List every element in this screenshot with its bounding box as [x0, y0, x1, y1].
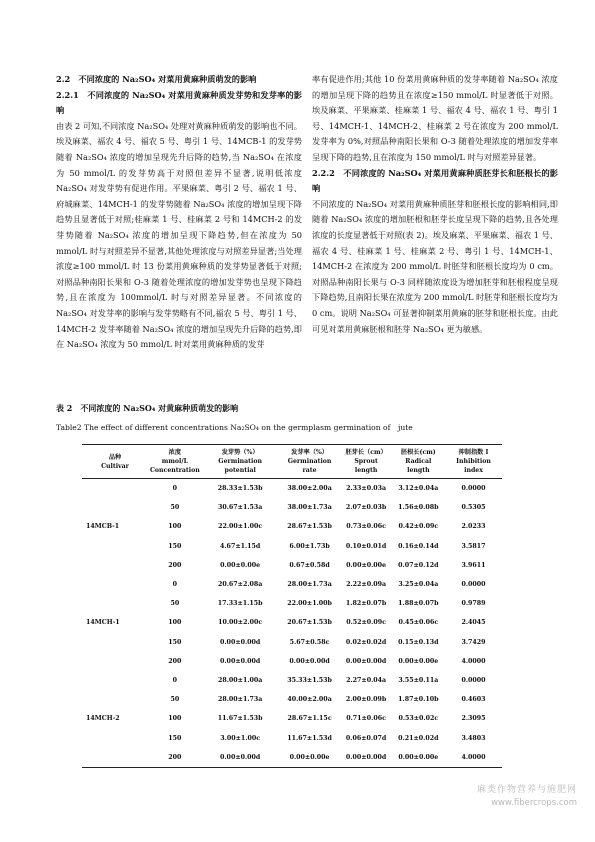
rate-cell: 38.00±1.73a [287, 504, 332, 512]
potential-cell: 0.00±0.00d [219, 753, 261, 761]
cultivar-cell: 14MCH-2 [86, 715, 120, 723]
sprout-cell: 0.52±0.09c [346, 619, 386, 627]
concentration-cell: 50 [170, 600, 180, 608]
radical-cell: 0.21±0.02d [398, 734, 439, 742]
table-row [82, 690, 502, 709]
header-cultivar: 品种 Cultivar [101, 453, 129, 470]
radical-cell: 0.00±0.00e [398, 753, 439, 761]
concentration-cell: 50 [170, 696, 180, 704]
cultivar-cell [82, 594, 148, 613]
potential-cell: 0.00±0.00e [220, 561, 261, 569]
concentration-cell: 0 [172, 676, 178, 684]
rate-cell: 28.00±1.73a [287, 581, 332, 589]
potential-cell: 0.00±0.00d [219, 638, 261, 646]
sprout-cell: 0.06±0.07d [345, 734, 387, 742]
table-header-row [82, 445, 502, 479]
section-heading: 2.2 不同浓度的 Na₂SO₄ 对菜用黄麻种质萌发的影响 [56, 74, 257, 84]
header-concentration: 浓度 mmol/L Concentration [150, 449, 200, 474]
table-section [56, 402, 559, 768]
subsection-heading: 2.2.2 不同浓度的 Na₂SO₄ 对菜用黄麻种质胚芽长和胚根长的影响 [312, 167, 558, 194]
cultivar-cell: 14MCB-1 [86, 523, 120, 531]
cultivar-cell [82, 556, 148, 575]
header-potential: 发芽势（%） Germination potential [218, 449, 263, 474]
sprout-cell: 0.00±0.00d [345, 657, 387, 665]
rate-cell: 0.67±0.58d [289, 561, 330, 569]
left-column [56, 72, 302, 353]
inhibition-cell: 4.0000 [461, 657, 486, 665]
rate-cell: 22.00±1.00b [287, 600, 332, 608]
cultivar-cell [82, 537, 148, 556]
watermark-title: 麻类作物营养与施肥网 [476, 785, 577, 795]
concentration-cell: 200 [168, 753, 182, 761]
concentration-cell: 150 [168, 638, 182, 646]
inhibition-cell: 3.9611 [461, 561, 486, 569]
potential-cell: 11.67±1.53b [217, 715, 263, 723]
concentration-cell: 100 [168, 619, 182, 627]
inhibition-cell: 0.0000 [461, 485, 486, 493]
table-row [82, 498, 502, 517]
potential-cell: 28.33±1.53b [217, 485, 263, 493]
inhibition-cell: 2.0233 [461, 523, 486, 531]
radical-cell: 0.53±0.02c [398, 715, 439, 723]
sprout-cell: 0.00±0.00e [346, 561, 387, 569]
rate-cell: 38.00±2.00a [287, 485, 332, 493]
sprout-cell: 2.00±0.09b [345, 696, 387, 704]
table-row [82, 613, 502, 632]
table-caption-en: Table2 The effect of different concentrations Na₂SO₄ on the germplasm germination of jute [56, 423, 413, 432]
cultivar-cell [82, 690, 148, 709]
radical-cell: 1.56±0.08b [398, 504, 439, 512]
header-rate: 发芽率（%） Germination rate [287, 449, 332, 474]
rate-cell: 11.67±1.53d [287, 734, 332, 742]
inhibition-cell: 3.7429 [461, 638, 486, 646]
radical-cell: 1.88±0.07b [398, 600, 439, 608]
header-radical: 胚根长(cm) Radical length [400, 449, 436, 474]
sprout-cell: 2.27±0.04a [346, 676, 387, 684]
rate-cell: 40.00±2.00a [287, 696, 332, 704]
inhibition-cell: 0.5305 [461, 504, 486, 512]
rate-cell: 35.33±1.53b [287, 676, 332, 684]
rate-cell: 5.67±0.58c [289, 638, 330, 646]
cultivar-cell [82, 498, 148, 517]
subsection-heading: 2.2.1 不同浓度的 Na₂SO₄ 对菜用黄麻种质发芽势和发芽率的影响 [56, 89, 302, 116]
radical-cell: 0.15±0.13d [398, 638, 439, 646]
right-column [312, 72, 558, 337]
radical-cell: 3.12±0.04a [398, 485, 439, 493]
potential-cell: 20.67±2.08a [217, 581, 263, 589]
table-body [82, 479, 502, 768]
cultivar-cell [82, 479, 148, 499]
sprout-cell: 1.82±0.07b [345, 600, 387, 608]
body-paragraph: 不同浓度的 Na₂SO₄ 对菜用黄麻种质胚芽和胚根长度的影响相同,即随着 Na₂SO₄ 浓度的增加胚根和胚芽长度呈现下降的趋势,且各处理浓度的长度显著低于对照(表 2)。埃及麻菜、平果麻菜、福农 1 号、福农 4 号、桂麻菜 1 号、桂麻菜 2 号、粤引 1 号、14MCH-1、14MCH-2 在浓度为 200 mmol/L 时胚芽和胚根长度均为 0 cm。对照品种南阳长果与 O-3 同样随浓度设为增加胚芽和胚根程度呈现下降趋势,且南阳长果在浓度为 200 mmol/L 时胚芽和胚根长度均为 0 cm。说明 Na₂SO₄ 可显著抑制菜用黄麻的胚芽和胚根长度。由此可见对菜用黄麻胚根和胚芽 Na₂SO₄ 更为敏感。 [312, 198, 558, 334]
sprout-cell: 2.22±0.09a [346, 581, 387, 589]
table-row [82, 671, 502, 690]
concentration-cell: 0 [172, 485, 178, 493]
table-row [82, 537, 502, 556]
cultivar-cell [82, 633, 148, 652]
table-row [82, 479, 502, 499]
potential-cell: 10.00±2.00c [218, 619, 263, 627]
concentration-cell: 200 [168, 657, 182, 665]
radical-cell: 0.07±0.12d [398, 561, 439, 569]
concentration-cell: 100 [168, 715, 182, 723]
potential-cell: 28.00±1.00a [217, 676, 263, 684]
table-row [82, 709, 502, 728]
body-paragraph: 率有促进作用;其他 10 份菜用黄麻种质的发芽率随着 Na₂SO₄ 浓度的增加呈现下降的趋势且在浓度≥150 mmol/L 时显著低于对照。埃及麻菜、平果麻菜、桂麻菜 1 号、福农 4 号、福农 1 号、粤引 1 号、14MCH-1、14MCH-2、桂麻菜 2 号在浓度为 200 mmol/L 发芽率为 0%,对照品种南阳长果和 O-3 随着处理浓度的增加发芽率呈现下降的趋势,且在浓度为 150 mmol/L 时与对照差异显著。 [312, 74, 558, 162]
rate-cell: 28.67±1.53b [287, 523, 332, 531]
inhibition-cell: 2.4045 [461, 619, 486, 627]
table-row [82, 594, 502, 613]
potential-cell: 22.00±1.00c [218, 523, 263, 531]
header-sprout: 胚芽长（cm） Sprout length [345, 449, 387, 474]
sprout-cell: 0.71±0.06c [346, 715, 386, 723]
cultivar-cell [82, 575, 148, 594]
rate-cell: 0.00±0.00d [289, 657, 330, 665]
sprout-cell: 0.10±0.01d [345, 542, 387, 550]
inhibition-cell: 0.0000 [461, 581, 486, 589]
potential-cell: 4.67±1.15d [219, 542, 261, 550]
potential-cell: 28.00±1.73a [217, 696, 263, 704]
table-caption-cn: 表 2 不同浓度的 Na₂SO₄ 对黄麻种质萌发的影响 [56, 403, 239, 413]
potential-cell: 17.33±1.15b [217, 600, 263, 608]
rate-cell: 0.00±0.00e [289, 753, 330, 761]
table-row [82, 748, 502, 768]
radical-cell: 1.87±0.10b [398, 696, 439, 704]
concentration-cell: 150 [168, 542, 182, 550]
data-table [82, 444, 502, 768]
cultivar-cell [82, 728, 148, 747]
inhibition-cell: 2.3095 [461, 715, 486, 723]
concentration-cell: 200 [168, 561, 182, 569]
table-row [82, 575, 502, 594]
concentration-cell: 100 [168, 523, 182, 531]
potential-cell: 3.00±1.00c [220, 734, 261, 742]
potential-cell: 30.67±1.53a [217, 504, 263, 512]
rate-cell: 6.00±1.73b [289, 542, 330, 550]
radical-cell: 0.16±0.14d [398, 542, 439, 550]
watermark-url: www.fibercrops.com [491, 798, 577, 808]
sprout-cell: 2.07±0.03b [345, 504, 387, 512]
concentration-cell: 150 [168, 734, 182, 742]
potential-cell: 0.00±0.00d [219, 657, 261, 665]
body-paragraph: 由表 2 可知,不同浓度 Na₂SO₄ 处理对黄麻种质萌发的影响也不同。埃及麻菜、福农 4 号、福农 5 号、粤引 1 号、14MCB-1 的发芽势随着 Na₂SO₄ 浓度的增加呈现先升后降的趋势,当 Na₂SO₄ 在浓度为 50 mmol/L 的发芽势高于对照但差异不显著,说明低浓度 Na₂SO₄ 对发芽势有促进作用。平果麻菜、粤引 2 号、福农 1 号、府城麻菜、14MCH-1 的发芽势随着 Na₂SO₄ 浓度的增加呈现下降趋势且显著低于对照;桂麻菜 1 号、桂麻菜 2 号和 14MCH-2 的发芽势随着 Na₂SO₄ 浓度的增加呈现下降趋势,但在浓度为 50 mmol/L 时与对照差异不显著,其他处理浓度与对照差异显著;当处理浓度≥100 mmol/L 时 13 份菜用黄麻种质的发芽势显著低于对照;对照品种南阳长果和 O-3 随着处理浓度的增加发芽势也呈现下降趋势,且在浓度为 100mmol/L 时与对照差异显著。不同浓度的 Na₂SO₄ 对发芽率的影响与发芽势略有不同,福农 5 号、粤引 1 号、14MCH-2 发芽率随着 Na₂SO₄ 浓度的增加呈现先升后降的趋势,即在 Na₂SO₄ 浓度为 50 mmol/L 时对菜用黄麻种质的发芽 [56, 120, 302, 350]
cultivar-cell [82, 671, 148, 690]
sprout-cell: 2.33±0.03a [346, 485, 387, 493]
site-watermark [477, 782, 577, 808]
table-row [82, 517, 502, 536]
cultivar-cell [82, 652, 148, 671]
inhibition-cell: 0.0000 [461, 676, 486, 684]
rate-cell: 28.67±1.15c [287, 715, 332, 723]
table-row [82, 728, 502, 747]
concentration-cell: 50 [170, 504, 180, 512]
table-row [82, 633, 502, 652]
sprout-cell: 0.73±0.06c [346, 523, 386, 531]
header-inhibition: 抑制指数 I Inhibition index [456, 449, 491, 474]
radical-cell: 0.45±0.06c [398, 619, 439, 627]
sprout-cell: 0.00±0.00d [345, 753, 387, 761]
radical-cell: 3.25±0.04a [398, 581, 439, 589]
radical-cell: 0.00±0.00e [398, 657, 439, 665]
radical-cell: 0.42±0.09c [398, 523, 439, 531]
inhibition-cell: 4.0000 [461, 753, 486, 761]
inhibition-cell: 3.5817 [461, 542, 486, 550]
cultivar-cell [82, 748, 148, 768]
inhibition-cell: 3.4803 [461, 734, 486, 742]
table-row [82, 556, 502, 575]
inhibition-cell: 0.4603 [461, 696, 486, 704]
table-row [82, 652, 502, 671]
radical-cell: 3.55±0.11a [398, 676, 439, 684]
inhibition-cell: 0.9789 [461, 600, 486, 608]
concentration-cell: 0 [172, 581, 178, 589]
sprout-cell: 0.02±0.02d [345, 638, 387, 646]
cultivar-cell: 14MCH-1 [86, 619, 120, 627]
rate-cell: 20.67±1.53b [287, 619, 332, 627]
